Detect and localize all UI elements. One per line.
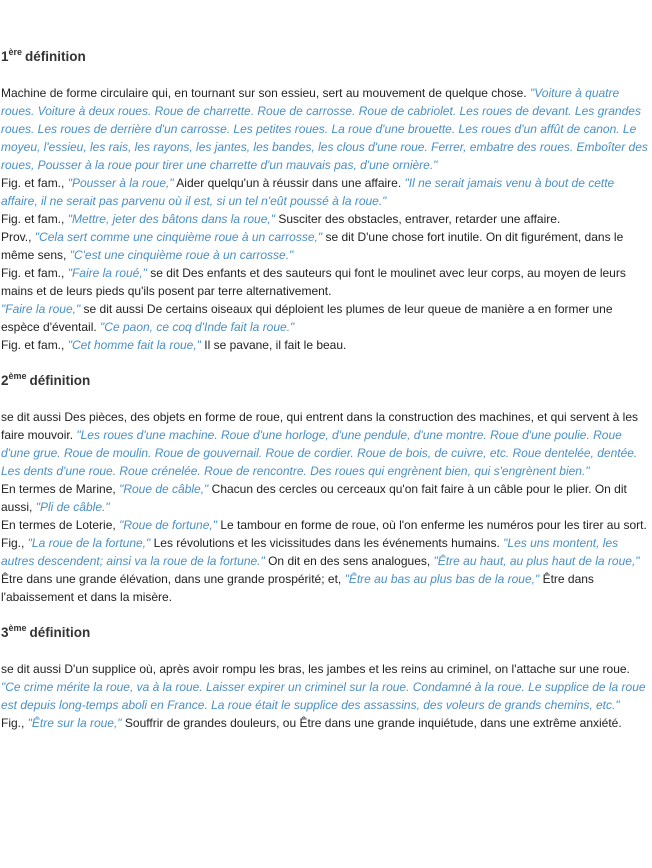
example-quote: "Cela sert comme une cinquième roue à un carrosse," — [34, 230, 323, 244]
example-quote: "Être sur la roue," — [27, 716, 122, 730]
definition-text: Aider quelqu'un à réussir dans une affaire. — [173, 176, 405, 190]
definition-text: se dit aussi Des pièces, des objets en forme de roue, qui entrent dans la construction des machines, et qui servent à les faire mouvoir. — [1, 410, 639, 442]
definition-text: Fig., — [1, 716, 28, 730]
definition-number: 1 — [1, 49, 9, 64]
definition-text: Prov., — [1, 230, 35, 244]
example-quote: "Pousser à la roue," — [67, 176, 174, 190]
spacer — [1, 354, 652, 372]
definition-text: Il se pavane, il fait le beau. — [200, 338, 347, 352]
definition-text: se dit aussi De certains oiseaux qui déploient les plumes de leur queue de manière a en former une espèce d'éventail. — [1, 302, 613, 334]
example-quote: "Ce crime mérite la roue, va à la roue. Laisser expirer un criminel sur la roue. Condamné à la roue. Le supplice de la roue est depuis long-temps aboli en France. La roue était le supplice des assassins, des voleurs de grands chemins, etc." — [1, 680, 646, 712]
definition-text: En termes de Marine, — [1, 482, 120, 496]
example-quote: "Être au bas au plus bas de la roue," — [344, 572, 540, 586]
spacer — [1, 66, 652, 84]
definition-heading — [1, 372, 652, 390]
definition-page — [0, 48, 652, 868]
example-quote: "Cet homme fait la roue," — [67, 338, 201, 352]
example-quote: "La roue de la fortune," — [27, 536, 151, 550]
definition-text: Être dans l'abaissement et dans la misère. — [1, 572, 594, 604]
definition-text: En termes de Loterie, — [1, 518, 120, 532]
example-quote: "C'est une cinquième roue à un carrosse." — [69, 248, 294, 262]
definition-text: se dit Des enfants et des sauteurs qui font le moulinet avec leur corps, au moyen de leurs mains et de leurs pieds qu'ils posent par terre alternativement. — [1, 266, 626, 298]
definition-entry — [1, 516, 652, 534]
definition-entry — [1, 264, 652, 300]
example-quote: "Faire la roue," — [1, 302, 81, 316]
definition-text: se dit D'une chose fort inutile. On dit figurément, dans le même sens, — [1, 230, 624, 262]
definition-text: Chacun des cercles ou cerceaux qu'on fait faire à un câble pour le plier. On dit aussi, — [1, 482, 627, 514]
definition-title: définition — [29, 373, 91, 388]
definition-text: Fig. et fam., — [1, 212, 68, 226]
spacer — [1, 390, 652, 408]
example-quote: "Pli de câble." — [35, 500, 110, 514]
example-quote: "Faire la roué," — [67, 266, 147, 280]
definition-text: Machine de forme circulaire qui, en tournant sur son essieu, sert au mouvement de quelque chose. — [1, 86, 530, 100]
definition-text: Fig. et fam., — [1, 338, 68, 352]
example-quote: "Être au haut, au plus haut de la roue," — [433, 554, 640, 568]
definition-entry — [1, 534, 652, 606]
definition-entry — [1, 660, 652, 714]
definition-title: définition — [25, 49, 86, 64]
definition-entry — [1, 228, 652, 264]
example-quote: "Il ne serait jamais venu à bout de cette affaire, il ne serait pas parvenu où il est, si un tel n'eût poussé à la roue." — [1, 176, 615, 208]
definition-ordinal-suffix: ème — [8, 371, 27, 381]
definition-entry — [1, 336, 652, 354]
definition-entry — [1, 174, 652, 210]
definition-text: Souffrir de grandes douleurs, ou Être dans une grande inquiétude, dans une extrême anxiété. — [121, 716, 622, 730]
spacer — [1, 606, 652, 624]
definition-entry — [1, 480, 652, 516]
definition-title: définition — [29, 625, 91, 640]
definition-text: Fig. et fam., — [1, 266, 68, 280]
definition-text: Fig. et fam., — [1, 176, 68, 190]
definition-heading — [1, 48, 652, 66]
definition-entry — [1, 408, 652, 480]
example-quote: "Les roues d'une machine. Roue d'une horloge, d'une pendule, d'une montre. Roue d'une poulie. Roue d'une grue. Roue de moulin. Roue de gouvernail. Roue de cordier. Roue de bois, de cuivre, etc. Roue dentelée, dentée. Les dents d'une roue. Roue crénelée. Roue de rencontre. Des roues qui engrènent bien, qui s'engrènent bien." — [1, 428, 638, 478]
definition-text: Fig., — [1, 536, 28, 550]
definition-entry — [1, 300, 652, 336]
definition-text: On dit en des sens analogues, — [264, 554, 434, 568]
definition-entry — [1, 84, 652, 174]
example-quote: "Roue de câble," — [119, 482, 209, 496]
example-quote: "Voiture à quatre roues. Voiture à deux roues. Roue de charrette. Roue de carrosse. Roue de cabriolet. Les roues de devant. Les grandes roues. Les roues de derrière d'un carrosse. Les petites roues. La roue d'une brouette. Les roues d'un affût de canon. Le moyeu, l'essieu, les rais, les rayons, les jantes, les bandes, les clous d'une roue. Ferrer, embatre des roues. Emboîter des roues, Pousser à la roue pour tirer une charrette d'un mauvais pas, d'une ornière." — [1, 86, 648, 172]
definition-ordinal-suffix: ème — [8, 623, 27, 633]
definition-text: Susciter des obstacles, entraver, retarder une affaire. — [275, 212, 561, 226]
definition-text: Le tambour en forme de roue, où l'on enferme les numéros pour les tirer au sort. — [216, 518, 647, 532]
example-quote: "Les uns montent, les autres descendent; ainsi va la roue de la fortune." — [1, 536, 619, 568]
example-quote: "Ce paon, ce coq d'Inde fait la roue." — [100, 320, 295, 334]
definition-entry — [1, 210, 652, 228]
definition-number: 2 — [1, 373, 9, 388]
example-quote: "Mettre, jeter des bâtons dans la roue," — [67, 212, 275, 226]
definition-text: Les révolutions et les vicissitudes dans les événements humains. — [150, 536, 504, 550]
spacer — [1, 642, 652, 660]
definition-entry — [1, 714, 652, 732]
definition-number: 3 — [1, 625, 9, 640]
example-quote: "Roue de fortune," — [119, 518, 217, 532]
definition-text: se dit aussi D'un supplice où, après avoir rompu les bras, les jambes et les reins au criminel, on l'attache sur une roue. — [1, 662, 630, 676]
definition-ordinal-suffix: ère — [8, 47, 23, 57]
definition-text: Être dans une grande élévation, dans une grande prospérité; et, — [1, 572, 345, 586]
definition-heading — [1, 624, 652, 642]
